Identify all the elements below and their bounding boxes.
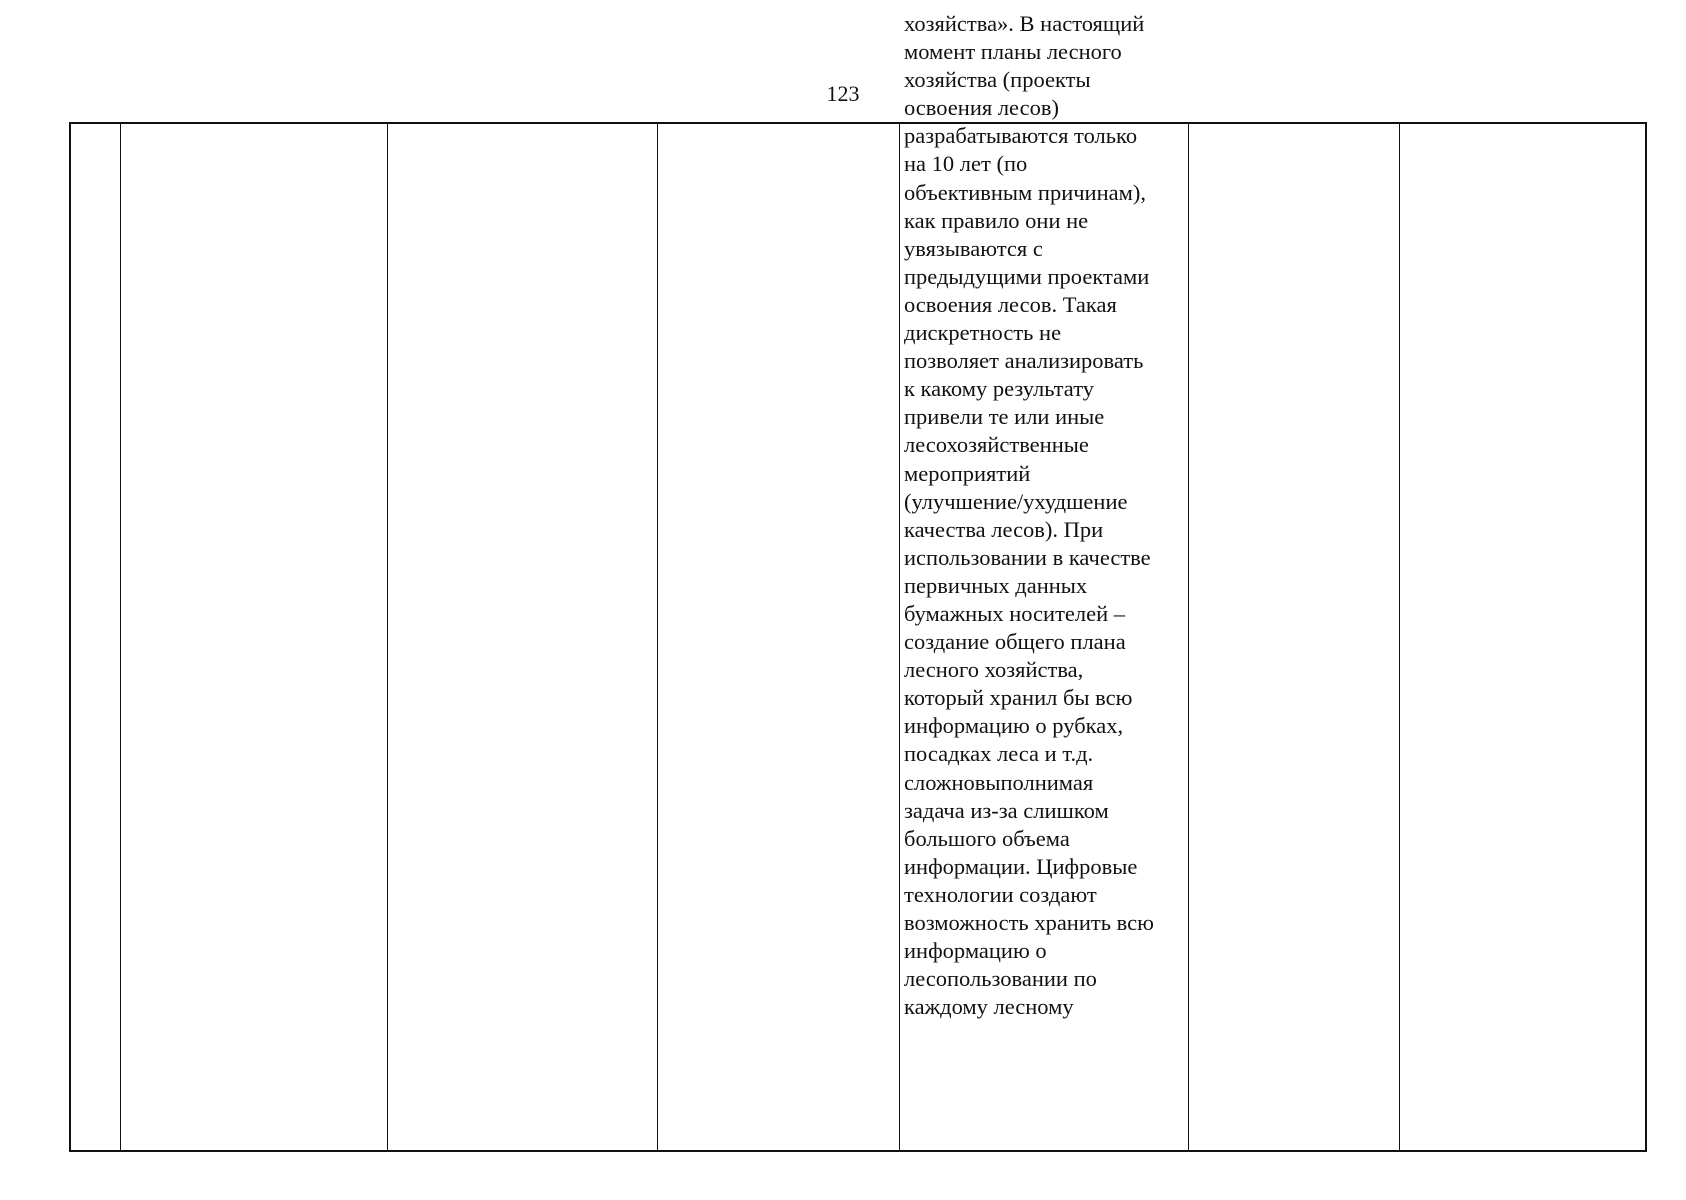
cell-line: лесохозяйственные [904, 432, 1089, 458]
cell-line: создание общего плана [904, 629, 1126, 655]
cell-line: информации. Цифровые [904, 853, 1138, 879]
cell-line: лесного хозяйства, [904, 657, 1084, 683]
cell-line: как правило они не [904, 207, 1089, 233]
cell-line: сложновыполнимая [904, 769, 1094, 795]
page-number: 123 [826, 81, 860, 106]
column-divider-6 [1399, 124, 1400, 1150]
cell-line: предыдущими проектами [904, 263, 1150, 289]
cell-line: на 10 лет (по [904, 151, 1028, 177]
column-divider-3 [657, 124, 658, 1150]
cell-line: лесопользовании по [904, 966, 1097, 992]
cell-line: возможность хранить всю [904, 910, 1154, 935]
cell-line: освоения лесов) [904, 95, 1059, 121]
column-divider-4 [899, 124, 900, 1150]
cell-line: увязываются с [904, 235, 1043, 261]
cell-line: позволяет анализировать [904, 348, 1144, 374]
cell-line: технологии создают [904, 881, 1097, 907]
table-cell-column-5 [904, 10, 1186, 1021]
column-divider-1 [120, 124, 121, 1150]
column-divider-2 [387, 124, 388, 1150]
cell-line: объективным причинам), [904, 179, 1146, 205]
cell-line: хозяйства». В настоящий [904, 11, 1145, 36]
cell-line: который хранил бы всю [904, 685, 1133, 711]
cell-line: большого объема [904, 825, 1070, 851]
cell-line: дискретность не [904, 320, 1062, 346]
cell-line: первичных данных [904, 572, 1088, 598]
cell-line: каждому лесному [904, 994, 1074, 1020]
cell-line: качества лесов). При [904, 516, 1104, 542]
cell-line: хозяйства (проекты [904, 67, 1091, 93]
cell-line: момент планы лесного [904, 39, 1122, 65]
cell-line: посадках леса и т.д. [904, 741, 1094, 767]
column-divider-5 [1188, 124, 1189, 1150]
cell-line: к какому результату [904, 376, 1094, 402]
cell-line: привели те или иные [904, 404, 1105, 430]
cell-line: информацию о рубках, [904, 713, 1124, 739]
cell-line: задача из-за слишком [904, 797, 1109, 823]
cell-line: информацию о [904, 938, 1047, 964]
cell-line: мероприятий [904, 460, 1031, 486]
cell-line: разрабатываются только [904, 123, 1138, 149]
cell-line: бумажных носителей – [904, 600, 1126, 626]
cell-line: освоения лесов. Такая [904, 291, 1117, 317]
cell-line: (улучшение/ухудшение [904, 488, 1128, 514]
document-table [69, 122, 1647, 1152]
cell-line: использовании в качестве [904, 544, 1151, 570]
